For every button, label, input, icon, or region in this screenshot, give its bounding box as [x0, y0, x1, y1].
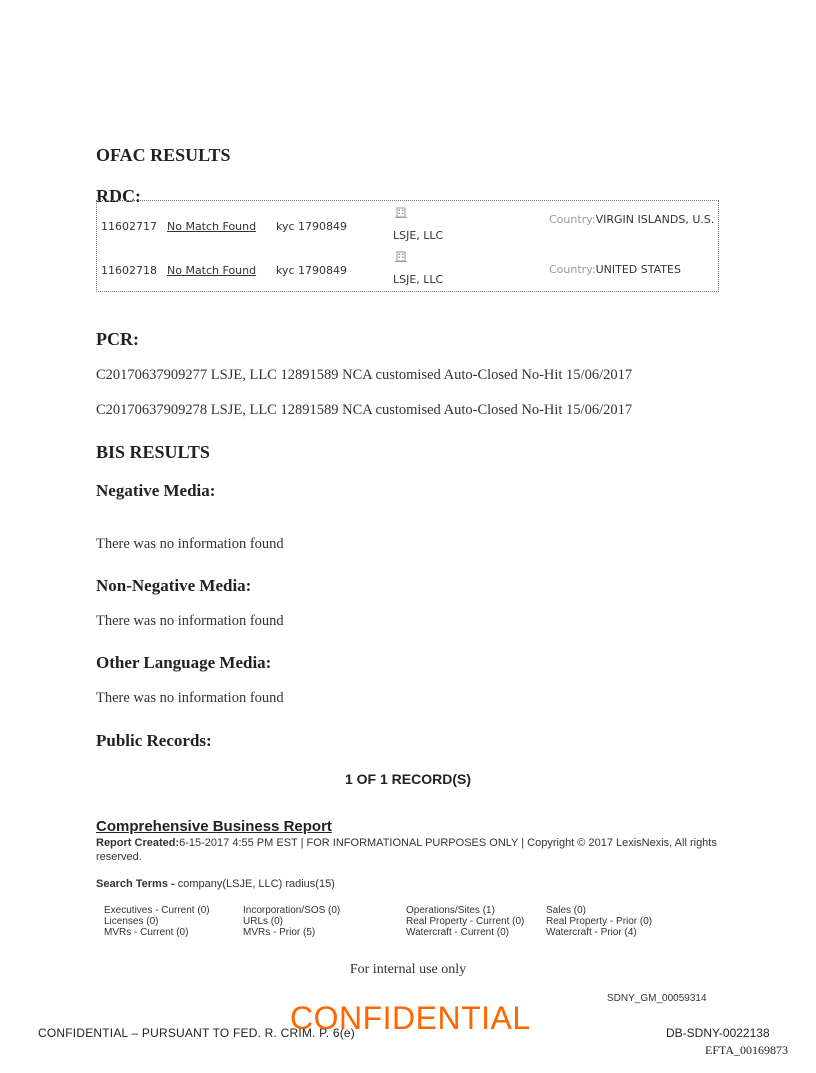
rdc-row [97, 247, 718, 291]
non-negative-media-heading: Non-Negative Media: [96, 576, 252, 595]
count-item: Incorporation/SOS (0) [243, 905, 341, 916]
rdc-record-id: 11602718 [101, 264, 157, 277]
confidential-notice: CONFIDENTIAL – PURSUANT TO FED. R. CRIM. P. 6(e) [38, 1026, 355, 1040]
efta-number: EFTA_00169873 [705, 1043, 789, 1057]
rdc-heading: RDC: [96, 186, 141, 206]
kyc-number: kyc 1790849 [276, 220, 348, 233]
search-terms-label: Search Terms - [96, 878, 175, 890]
ofac-heading: OFAC RESULTS [96, 145, 231, 165]
pcr-line: C20170637909277 LSJE, LLC 12891589 NCA customised Auto-Closed No-Hit 15/06/2017 [96, 367, 633, 383]
record-count: 1 OF 1 RECORD(S) [344, 771, 471, 787]
count-item: Real Property - Current (0) [406, 916, 525, 927]
report-title[interactable]: Comprehensive Business Report [96, 818, 332, 835]
internal-use-note: For internal use only [349, 962, 467, 977]
counts-column [104, 905, 210, 938]
negative-media-text: There was no information found [96, 536, 284, 552]
public-records-heading: Public Records: [96, 731, 212, 750]
search-terms [96, 878, 335, 890]
count-item: Real Property - Prior (0) [546, 916, 653, 927]
bis-heading: BIS RESULTS [96, 442, 210, 462]
confidential-stamp: CONFIDENTIAL [290, 1000, 531, 1036]
building-icon [395, 251, 407, 262]
country-label: Country: [549, 213, 596, 226]
bates-number: SDNY_GM_00059314 [607, 993, 707, 1004]
pcr-line: C20170637909278 LSJE, LLC 12891589 NCA customised Auto-Closed No-Hit 15/06/2017 [96, 402, 633, 418]
building-icon [395, 207, 407, 218]
entity-name: LSJE, LLC [393, 273, 444, 286]
count-item: MVRs - Current (0) [104, 927, 189, 938]
country-label: Country: [549, 263, 596, 276]
rdc-results-table [96, 200, 719, 292]
count-item: Operations/Sites (1) [406, 905, 495, 916]
country-field [549, 213, 719, 227]
country-value: UNITED STATES [595, 263, 681, 276]
report-created-label: Report Created: [96, 837, 180, 849]
other-language-media-heading: Other Language Media: [96, 653, 272, 672]
kyc-number: kyc 1790849 [276, 264, 348, 277]
count-item: MVRs - Prior (5) [243, 927, 316, 938]
counts-column [243, 905, 340, 938]
count-item: URLs (0) [243, 916, 284, 927]
no-match-link[interactable]: No Match Found [167, 264, 257, 277]
count-item: Licenses (0) [104, 916, 159, 927]
pcr-heading: PCR: [96, 329, 139, 349]
count-item: Watercraft - Prior (4) [546, 927, 637, 938]
count-item: Executives - Current (0) [104, 905, 210, 916]
non-negative-media-text: There was no information found [96, 613, 284, 629]
country-value: VIRGIN ISLANDS, U.S. [595, 213, 715, 226]
entity-name: LSJE, LLC [393, 229, 444, 242]
no-match-link[interactable]: No Match Found [167, 220, 257, 233]
rdc-row [97, 203, 718, 247]
country-field [549, 263, 719, 277]
other-language-media-text: There was no information found [96, 690, 284, 706]
rdc-record-id: 11602717 [101, 220, 157, 233]
report-meta [96, 836, 721, 864]
report-created-text: 6-15-2017 4:55 PM EST | FOR INFORMATIONAL PURPOSES ONLY | Copyright © 2017 LexisNexis, All rights reserved. [96, 837, 717, 863]
counts-column [546, 905, 652, 938]
search-terms-value: company(LSJE, LLC) radius(15) [174, 878, 335, 890]
counts-column [406, 905, 524, 938]
count-item: Sales (0) [546, 905, 587, 916]
negative-media-heading: Negative Media: [96, 481, 216, 500]
count-item: Watercraft - Current (0) [406, 927, 509, 938]
db-sdny-number: DB-SDNY-0022138 [666, 1026, 770, 1040]
